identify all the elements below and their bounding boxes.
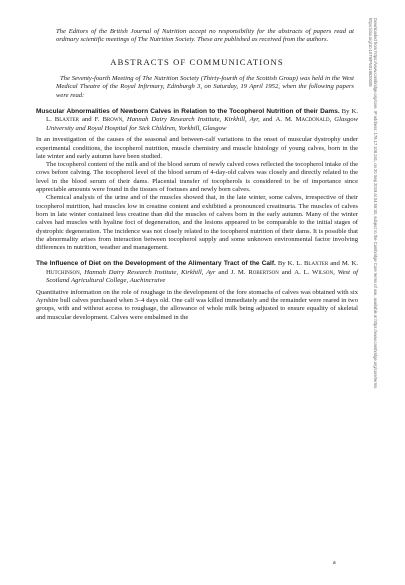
by-word: By bbox=[277, 260, 286, 268]
and-word: and bbox=[330, 260, 340, 268]
affiliation: Hannah Dairy Research Institute, Kirkhill, Ayr bbox=[84, 268, 216, 276]
author: M. K. Hutchinson, bbox=[46, 260, 359, 276]
and-word: and bbox=[262, 116, 273, 124]
page-heading: ABSTRACTS OF COMMUNICATIONS bbox=[110, 56, 284, 67]
by-word: By bbox=[341, 108, 350, 116]
and-word: and bbox=[281, 268, 292, 276]
download-notice bbox=[366, 18, 378, 564]
editorial-disclaimer: The Editors of the British Journal of Nutrition accept no responsibility for the abstracts of papers read at ordinary scientific meetings of The Nutrition Society. These are published as received from the authors. bbox=[56, 28, 354, 44]
author: F. Brown, bbox=[94, 116, 124, 124]
meeting-statement: The Seventy-fourth Meeting of The Nutrition Society (Thirty-fourth of the Scottish Group) was held in the West Medical Theatre of the Royal Infirmary, Edinburgh 3, on Saturday, 19 April 1952, when the following papers were read: bbox=[56, 74, 354, 99]
author: A. L. Wilson, bbox=[294, 268, 335, 276]
affiliation: West of Scotland Agricultural College, Auchincruive bbox=[46, 268, 359, 285]
article bbox=[36, 108, 358, 252]
paragraph: Chemical analysis of the urine and of the muscles showed that, in the late winter, some calves, irrespective of their tocopherol nutrition, had muscles low in creatine content and exhibited a pronounced creatinuria. The muscles of calves born in late winter contained less creatine than did the muscles of calves born in the early autumn. Many of the winter calves had muscles with hyaline foci of degeneration, and the lesions appeared to be comparable to the initial stages of dystrophic degeneration. The incidence was not closely related to the tocopherol nutrition of their dams. It is possible that the abnormality arises from interaction between tocopherol supply and some unknown environmental factor involving differences in nutrition, weather and management. bbox=[36, 194, 358, 252]
paragraph: The tocopherol content of the milk and of the blood serum of newly calved cows reflected the tocopherol intake of the cows before calving. The tocopherol level of the blood serum of 4-day-old calves was closely and directly related to the level in the blood serum of their dams. Placental transfer of tocopherols is considered to be of importance since appreciable amounts were found in the tissues of foetuses and newly born calves. bbox=[36, 161, 358, 194]
paragraph: Quantitative information on the role of roughage in the development of the fore stomachs of calves was obtained with six Ayrshire bull calves purchased when 3–4 days old. One calf was killed immediately and the remainder were reared in two groups, with and without access to roughage, the allowance of whole milk being adjusted to ensure equality of skeletal and muscular development. Calves were embalmed in the bbox=[36, 288, 358, 321]
article-title: Muscular Abnormalities of Newborn Calves in Relation to the Tocopherol Nutrition of their Dams. bbox=[36, 108, 340, 116]
doi-line: https://doi.org/10.1079/PNS19520008 bbox=[368, 18, 373, 87]
page-content bbox=[36, 28, 358, 322]
article bbox=[36, 260, 358, 321]
download-notice-line: Downloaded from https://www.cambridge.org/core. IP address: 178.17.108.241, on 20 Sep 2019 at 04:55:30, subject to the Cambridge Core terms of use, available at https://www.cambridge.org/core/terms. bbox=[373, 18, 378, 390]
paragraph: In an investigation of the causes of the seasonal and between-calf variations in the onset of muscular dystrophy under experimental conditions, the tocopherol nutrition, muscle chemistry and muscle histology of young calves, born in the late winter and early autumn have been studied. bbox=[36, 136, 358, 160]
and-word: and bbox=[81, 116, 92, 124]
author: A. M. Macdonald, bbox=[275, 116, 332, 124]
author: J. M. Robertson bbox=[230, 268, 279, 276]
author: K. L. Blaxter bbox=[287, 260, 329, 268]
article-title-block bbox=[36, 260, 358, 285]
affiliation: Glasgow University and Royal Hospital for Sick Children, Yorkhill, Glasgow bbox=[46, 116, 359, 132]
and-word: and bbox=[218, 268, 228, 276]
author: K. L. Blaxter bbox=[46, 108, 359, 124]
article-title-block bbox=[36, 108, 358, 133]
page-folio: a bbox=[333, 560, 336, 566]
affiliation: Hannah Dairy Research Institute, Kirkhill, Ayr, bbox=[126, 116, 260, 124]
article-title: The Influence of Diet on the Development of the Alimentary Tract of the Calf. bbox=[36, 260, 276, 268]
